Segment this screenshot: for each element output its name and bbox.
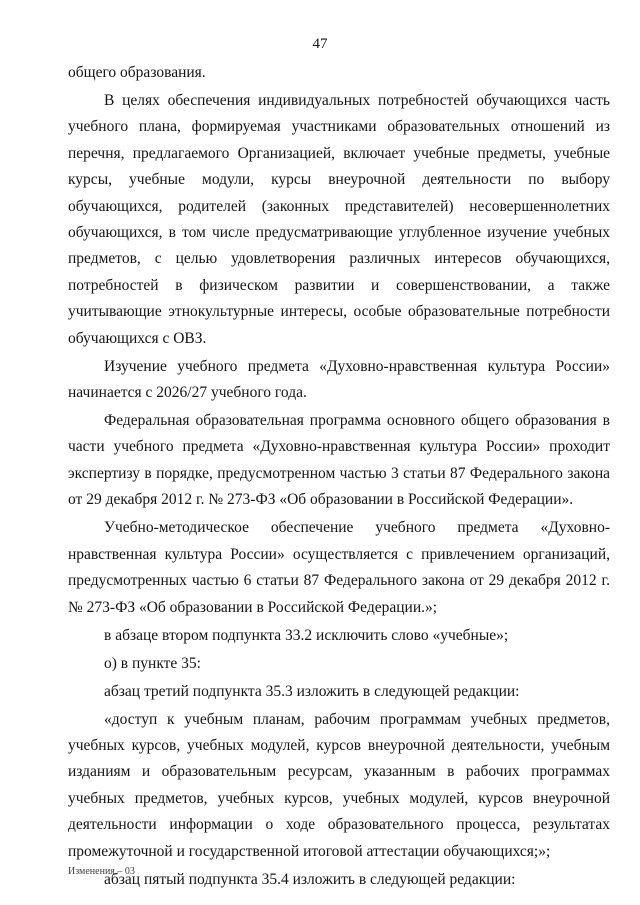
paragraph-amendment-35-3: абзац третий подпункта 35.3 изложить в следующей редакции: bbox=[104, 682, 520, 700]
document-body bbox=[68, 60, 610, 895]
paragraph-curriculum-part: В целях обеспечения индивидуальных потребностей обучающихся часть учебного плана, формируемая участниками образовательных отношений из перечня, предлагаемого Организацией, включает учебные предметы, учебные курсы, учебные модули, курсы внеурочной деятельности по выбору обучающихся, родителей (законных представителей) несовершеннолетних обучающихся, в том числе предусматривающие углубленное изучение учебных предметов, с целью удовлетворения различных интересов обучающихся, потребностей в физическом развитии и совершенствовании, а также учитывающие этнокультурные интересы, особые образовательные потребности обучающихся с ОВЗ. bbox=[68, 92, 610, 347]
page-number: 47 bbox=[312, 36, 328, 52]
paragraph-methodical-support: Учебно-методическое обеспечение учебного предмета «Духовно-нравственная культура России» осуществляется с привлечением организаций, предусмотренных частью 6 статьи 87 Федерального закона от 29 декабря 2012 г. № 273-ФЗ «Об образовании в Российской Федерации.»; bbox=[68, 519, 610, 616]
paragraph-program-expertise: Федеральная образовательная программа основного общего образования в части учебного предмета «Духовно-нравственная культура России» проходит экспертизу в порядке, предусмотренном частью 3 статьи 87 Федерального закона от 29 декабря 2012 г. № 273-ФЗ «Об образовании в Российской Федерации». bbox=[68, 412, 610, 509]
paragraph-amendment-33-2: в абзаце втором подпункта 33.2 исключить слово «учебные»; bbox=[104, 626, 509, 644]
paragraph-item-35: о) в пункте 35: bbox=[104, 654, 201, 672]
paragraph-access-quote: «доступ к учебным планам, рабочим программам учебных предметов, учебных курсов, учебных модулей, курсов внеурочной деятельности, учебным изданиям и образовательным ресурсам, указанным в рабочих программах учебных предметов, учебных курсов, учебных модулей, курсов внеурочной деятельности информации о ходе образовательного процесса, результатах промежуточной и государственной итоговой аттестации обучающихся;»; bbox=[68, 710, 610, 860]
paragraph-continuation: общего образования. bbox=[68, 64, 206, 81]
paragraph-subject-start: Изучение учебного предмета «Духовно-нравственная культура России» начинается с 2026/27 учебного года. bbox=[68, 357, 610, 402]
page-footer: Изменения – 03 bbox=[68, 866, 135, 877]
paragraph-amendment-35-4: абзац пятый подпункта 35.4 изложить в следующей редакции: bbox=[104, 870, 516, 888]
